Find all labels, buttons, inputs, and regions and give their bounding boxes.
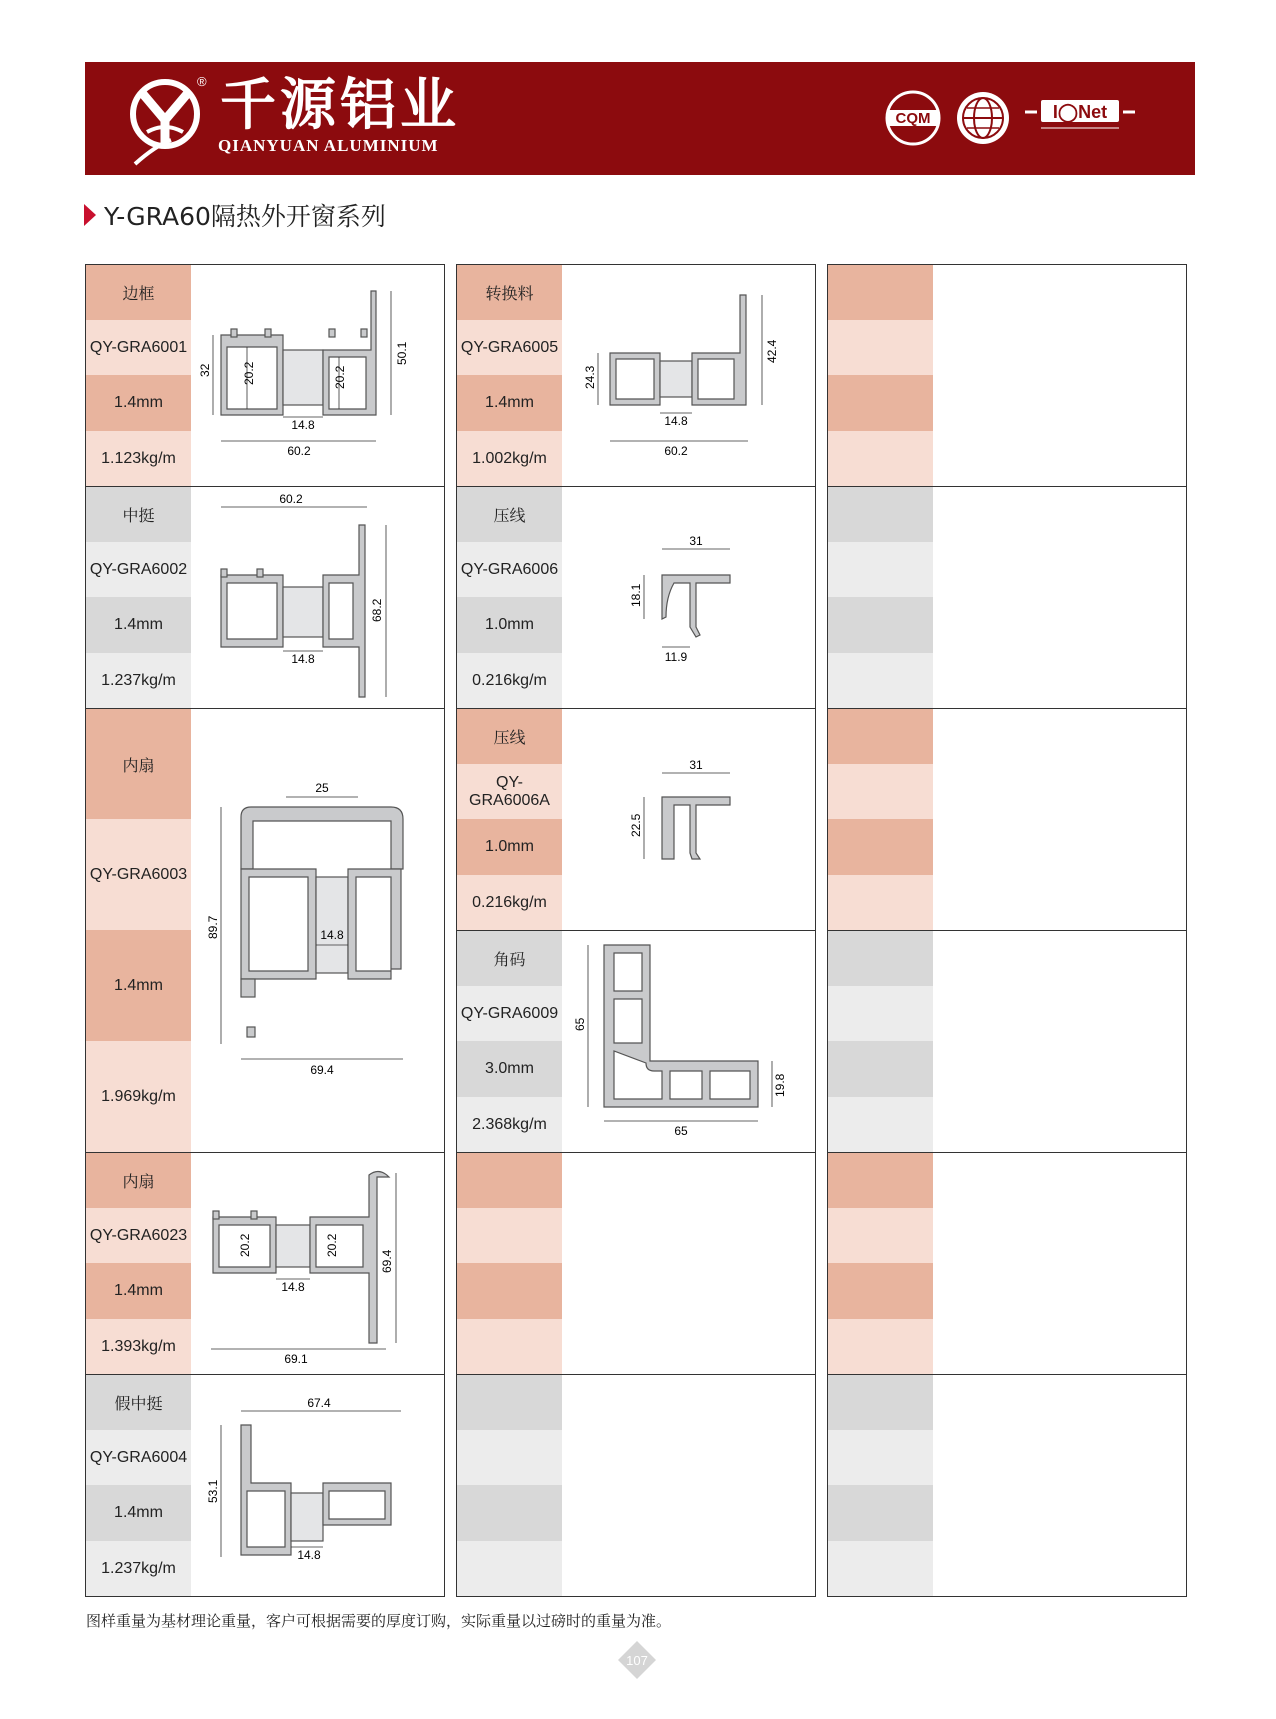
profile-name: 假中挺 <box>86 1375 191 1430</box>
profile-name: 压线 <box>457 709 562 764</box>
empty-label <box>457 1375 562 1430</box>
svg-text:60.2: 60.2 <box>287 444 311 458</box>
profile-card-6009 <box>456 930 816 1153</box>
profile-code: QY-GRA6004 <box>86 1430 191 1485</box>
empty-label <box>457 1263 562 1319</box>
svg-text:11.9: 11.9 <box>664 650 688 664</box>
profile-name: 内扇 <box>86 709 191 819</box>
profile-code: QY-GRA6006A <box>457 764 562 819</box>
svg-text:69.1: 69.1 <box>284 1352 308 1366</box>
empty-label <box>828 709 933 764</box>
svg-text:53.1: 53.1 <box>206 1479 220 1503</box>
svg-text:I◯Net: I◯Net <box>1052 102 1108 122</box>
profile-card-6005 <box>456 264 816 487</box>
profile-thickness: 1.4mm <box>457 375 562 431</box>
profile-card-6006 <box>456 486 816 709</box>
profile-thickness: 1.4mm <box>86 1263 191 1319</box>
empty-label <box>457 1208 562 1263</box>
svg-text:25: 25 <box>315 781 329 795</box>
empty-label <box>828 1208 933 1263</box>
svg-text:50.1: 50.1 <box>395 341 409 365</box>
profile-drawing-6001 <box>191 265 444 486</box>
svg-text:18.1: 18.1 <box>629 583 643 607</box>
page-number-badge <box>617 1640 657 1680</box>
profile-code: QY-GRA6009 <box>457 986 562 1041</box>
profile-weight: 1.123kg/m <box>86 431 191 486</box>
empty-label <box>828 375 933 431</box>
svg-text:60.2: 60.2 <box>664 444 688 458</box>
empty-label <box>828 1485 933 1541</box>
profile-thickness: 1.4mm <box>86 375 191 431</box>
svg-text:20.2: 20.2 <box>325 1233 339 1257</box>
profile-code: QY-GRA6006 <box>457 542 562 597</box>
profile-card-6002 <box>85 486 445 709</box>
profile-thickness: 1.0mm <box>457 819 562 875</box>
empty-label <box>828 1263 933 1319</box>
profile-weight: 1.393kg/m <box>86 1319 191 1374</box>
profile-drawing-6004 <box>191 1375 444 1596</box>
profile-code: QY-GRA6005 <box>457 320 562 375</box>
iqnet-cert-icon <box>1025 98 1135 138</box>
profile-name: 压线 <box>457 487 562 542</box>
empty-card <box>827 930 1187 1153</box>
profile-weight: 0.216kg/m <box>457 875 562 930</box>
profile-card-6003 <box>85 708 445 1153</box>
svg-text:14.8: 14.8 <box>297 1548 321 1562</box>
svg-text:14.8: 14.8 <box>281 1280 305 1294</box>
profile-code: QY-GRA6003 <box>86 819 191 930</box>
svg-text:60.2: 60.2 <box>279 492 303 506</box>
brand-name-cn: 千源铝业 <box>220 73 460 138</box>
profile-weight: 1.237kg/m <box>86 653 191 708</box>
profile-name: 中挺 <box>86 487 191 542</box>
svg-text:14.8: 14.8 <box>320 928 344 942</box>
empty-label <box>828 1097 933 1152</box>
profile-card-6004 <box>85 1374 445 1597</box>
svg-text:20.2: 20.2 <box>238 1233 252 1257</box>
empty-label <box>828 986 933 1041</box>
brand-name-en: QIANYUAN ALUMINIUM <box>218 136 439 155</box>
svg-text:14.8: 14.8 <box>291 418 315 432</box>
svg-text:89.7: 89.7 <box>206 915 220 939</box>
cqm-cert-icon <box>885 90 941 146</box>
svg-text:14.8: 14.8 <box>664 414 688 428</box>
empty-label <box>457 1319 562 1374</box>
section-title-text: Y-GRA60隔热外开窗系列 <box>104 202 386 231</box>
profile-drawing-6006 <box>562 487 815 708</box>
title-arrow-icon <box>84 204 96 226</box>
profile-card-6006A <box>456 708 816 931</box>
svg-text:19.8: 19.8 <box>773 1073 787 1097</box>
empty-label <box>828 320 933 375</box>
registered-mark: ® <box>197 74 207 89</box>
profile-weight: 1.969kg/m <box>86 1041 191 1152</box>
profile-weight: 1.237kg/m <box>86 1541 191 1596</box>
profile-thickness: 1.4mm <box>86 930 191 1041</box>
svg-text:68.2: 68.2 <box>370 598 384 622</box>
profile-thickness: 3.0mm <box>457 1041 562 1097</box>
empty-card <box>827 486 1187 709</box>
empty-label <box>828 487 933 542</box>
svg-text:22.5: 22.5 <box>629 813 643 837</box>
profile-name: 内扇 <box>86 1153 191 1208</box>
svg-text:65: 65 <box>674 1124 688 1138</box>
profile-name: 边框 <box>86 265 191 320</box>
empty-label <box>828 542 933 597</box>
profile-card-6023 <box>85 1152 445 1375</box>
header-banner <box>85 62 1195 175</box>
profile-name: 角码 <box>457 931 562 986</box>
profile-drawing-6003 <box>191 709 444 1152</box>
svg-text:24.3: 24.3 <box>583 365 597 389</box>
svg-text:31: 31 <box>689 534 703 548</box>
profile-card-6001 <box>85 264 445 487</box>
empty-label <box>828 1541 933 1596</box>
profile-name: 转换料 <box>457 265 562 320</box>
empty-label <box>828 1041 933 1097</box>
empty-label <box>828 819 933 875</box>
profile-column-1 <box>85 264 445 1599</box>
svg-text:31: 31 <box>689 758 703 772</box>
empty-card <box>827 1374 1187 1597</box>
section-title <box>84 198 386 232</box>
empty-label <box>828 931 933 986</box>
empty-label <box>828 265 933 320</box>
page-number: 107 <box>626 1653 648 1668</box>
svg-text:69.4: 69.4 <box>310 1063 334 1077</box>
empty-label <box>828 597 933 653</box>
footnote: 图样重量为基材理论重量，客户可根据需要的厚度订购，实际重量以过磅时的重量为准。 <box>86 1612 672 1630</box>
empty-label <box>457 1153 562 1208</box>
empty-label <box>828 431 933 486</box>
profile-drawing-6002 <box>191 487 444 708</box>
iso-globe-cert-icon <box>955 90 1011 146</box>
svg-text:CQM: CQM <box>895 110 931 127</box>
logo-icon <box>125 76 205 168</box>
profile-column-3 <box>827 264 1187 1599</box>
empty-label <box>828 875 933 930</box>
svg-text:67.4: 67.4 <box>307 1396 331 1410</box>
empty-label <box>457 1541 562 1596</box>
profile-code: QY-GRA6023 <box>86 1208 191 1263</box>
empty-card <box>456 1152 816 1375</box>
profile-drawing-6023 <box>191 1153 444 1374</box>
svg-text:42.4: 42.4 <box>765 339 779 363</box>
empty-label <box>457 1430 562 1485</box>
profile-drawing-6006A <box>562 709 815 930</box>
empty-card <box>827 1152 1187 1375</box>
profile-weight: 0.216kg/m <box>457 653 562 708</box>
empty-label <box>828 1430 933 1485</box>
empty-label <box>828 653 933 708</box>
empty-label <box>828 1375 933 1430</box>
svg-text:65: 65 <box>573 1017 587 1031</box>
profile-code: QY-GRA6001 <box>86 320 191 375</box>
svg-text:20.2: 20.2 <box>242 361 256 385</box>
profile-weight: 1.002kg/m <box>457 431 562 486</box>
empty-card <box>456 1374 816 1597</box>
profile-column-2 <box>456 264 816 1599</box>
profile-thickness: 1.4mm <box>86 1485 191 1541</box>
empty-card <box>827 708 1187 931</box>
profile-thickness: 1.4mm <box>86 597 191 653</box>
svg-text:20.2: 20.2 <box>333 365 347 389</box>
empty-label <box>828 1319 933 1374</box>
empty-label <box>828 764 933 819</box>
profile-weight: 2.368kg/m <box>457 1097 562 1152</box>
svg-text:69.4: 69.4 <box>380 1249 394 1273</box>
empty-card <box>827 264 1187 487</box>
profile-code: QY-GRA6002 <box>86 542 191 597</box>
profile-drawing-6009 <box>562 931 815 1152</box>
empty-label <box>828 1153 933 1208</box>
empty-label <box>457 1485 562 1541</box>
svg-text:32: 32 <box>198 363 212 377</box>
svg-text:14.8: 14.8 <box>291 652 315 666</box>
profile-thickness: 1.0mm <box>457 597 562 653</box>
profile-drawing-6005 <box>562 265 815 486</box>
